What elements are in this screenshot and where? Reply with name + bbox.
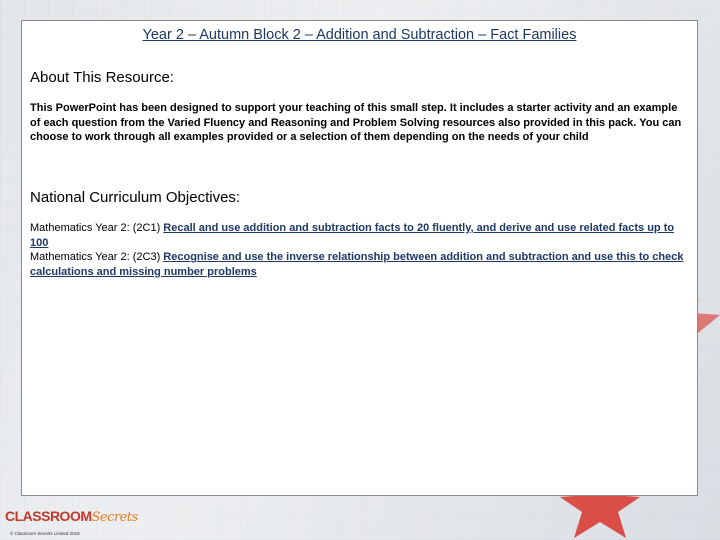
logo-script-text: Secrets xyxy=(91,510,138,525)
objective-link[interactable]: Recognise and use the inverse relationship between addition and subtraction and use this to check calculations and missing number problems xyxy=(30,251,684,278)
curriculum-heading: National Curriculum Objectives: xyxy=(30,189,241,206)
logo-main-text: CLASSROOM xyxy=(5,508,92,524)
objective-prefix: Mathematics Year 2: (2C3) xyxy=(30,251,164,264)
classroom-secrets-logo xyxy=(5,508,138,525)
objective-item xyxy=(30,221,690,250)
objective-prefix: Mathematics Year 2: (2C1) xyxy=(30,222,164,234)
content-panel xyxy=(21,20,698,496)
objective-item xyxy=(30,250,690,279)
about-body: This PowerPoint has been designed to support your teaching of this small step. It includes a starter activity and an example of each question from the Varied Fluency and Reasoning and Problem Solving resources also provided in this pack. You can choose to work through all examples provided or a selection of them depending on the needs of your child xyxy=(30,102,682,144)
curriculum-objectives xyxy=(30,221,690,279)
about-heading: About This Resource: xyxy=(30,69,174,86)
page-title: Year 2 – Autumn Block 2 – Addition and Subtraction – Fact Families xyxy=(142,27,577,43)
copyright-text: © Classroom Secrets Limited 2018 xyxy=(10,531,80,536)
objective-link[interactable]: Recall and use addition and subtraction facts to 20 fluently, and derive and use related facts up to 100 xyxy=(30,222,675,249)
